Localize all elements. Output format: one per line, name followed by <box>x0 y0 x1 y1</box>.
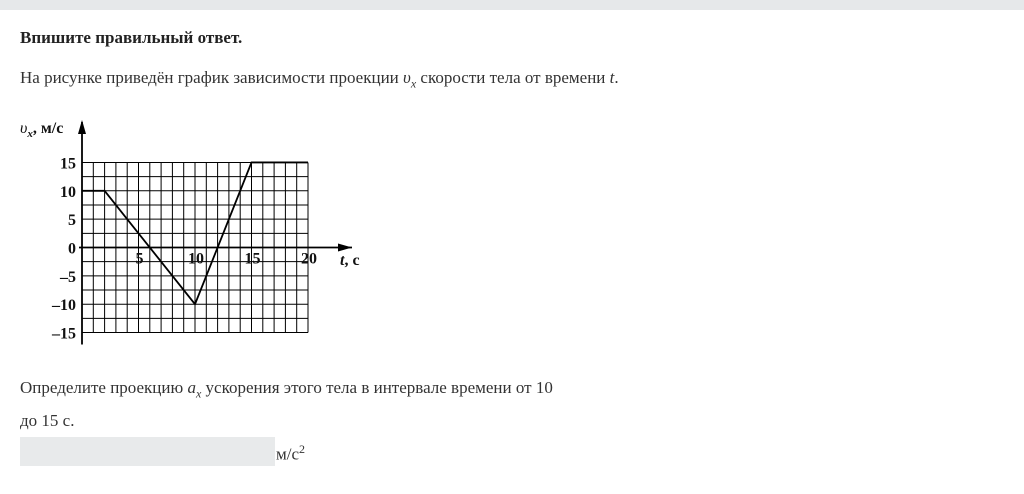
prompt-text-end: . <box>614 68 619 87</box>
prompt-velocity-symbol: υ <box>403 68 411 87</box>
y-tick-label: 5 <box>68 212 76 230</box>
graph-axes <box>78 120 352 345</box>
y-tick-label: 15 <box>60 155 76 173</box>
question-text-rest: ускорения этого тела в интервале времени от 10 <box>201 378 553 397</box>
unit-power: 2 <box>299 442 306 456</box>
question-acceleration-symbol: a <box>187 378 196 397</box>
answer-unit <box>276 442 305 465</box>
answer-input[interactable] <box>20 437 275 466</box>
y-tick-label: –15 <box>52 325 76 343</box>
x-tick-label: 10 <box>188 250 204 268</box>
y-axis-label: $\upsilon_x$, м/с <box>20 120 64 140</box>
task-prompt <box>20 68 619 91</box>
prompt-text-middle: скорости тела от времени <box>416 68 610 87</box>
velocity-graph <box>0 108 400 353</box>
top-bar <box>0 0 1024 10</box>
x-tick-label: 20 <box>301 250 317 268</box>
question-text-line2: до 15 с. <box>20 411 75 431</box>
y-tick-label: 10 <box>60 183 76 201</box>
x-tick-label: 5 <box>135 250 144 268</box>
question-acceleration-subscript: x <box>195 386 202 401</box>
x-axis-label: t, с <box>340 252 360 269</box>
question-text <box>20 374 620 435</box>
y-tick-label: –10 <box>52 297 76 315</box>
prompt-time-symbol: t <box>609 68 615 87</box>
x-tick-label: 15 <box>244 250 261 268</box>
y-axis-arrow <box>78 120 86 134</box>
task-heading: Впишите правильный ответ. <box>20 28 243 47</box>
y-tick-label: 0 <box>68 240 76 258</box>
question-text-start: Определите проекцию <box>20 378 188 397</box>
x-axis-arrow <box>338 244 352 252</box>
prompt-text-start: На рисунке приведён график зависимости проекции <box>20 68 404 87</box>
y-tick-label: –5 <box>60 268 76 286</box>
prompt-velocity-subscript: x <box>410 76 417 91</box>
unit-text: м/с <box>276 444 300 464</box>
